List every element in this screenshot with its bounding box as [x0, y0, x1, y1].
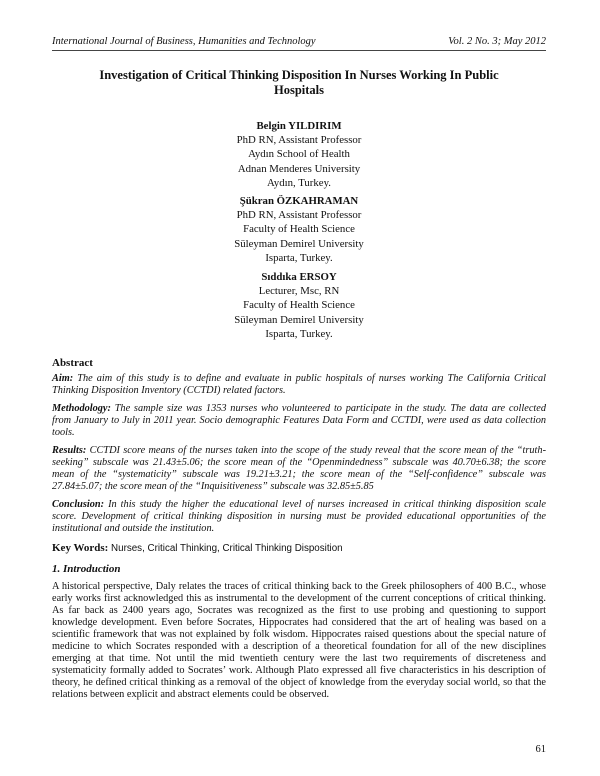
page-number: 61 [535, 744, 546, 755]
results-label: Results: [52, 445, 87, 456]
results-text: CCTDI score means of the nurses taken into the scope of the study reveal that the score mean of the “truth-seeking” subscale was 21.43±5.06; the score mean of the “Openmindedness” subscale was 40.70±6.38; the score mean of the “systematicity” subscale was 19.21±3.21; the score mean of the “Self-confidence” subscale was 27.84±5.07; the score mean of the “Inquisitiveness” subscale was 32.85±5.85 [52, 445, 546, 492]
title-line-1: Investigation of Critical Thinking Disposition In Nurses Working In Public [99, 68, 499, 82]
intro-paragraph: A historical perspective, Daly relates the traces of critical thinking back to the Greek philosophers of 400 B.C., whose early works first acknowledged this as instrumental to the development of the current conceptions of critical thinking. As far back as 2400 years ago, Socrates was recognized as the first to use probing and questioning to support knowledge development. Even before Socrates, Hippocrates had considered that the art of healing was based on a scientific framework that was not explained by folk wisdom. Hippocrates raised questions about the special nature of medicine to which Socrates responded with a description of a theoretical foundation for all of the new disciplines emerging at that time. Not until the mid twentieth century were the last two requirements of discreteness and systematicity formally added to Socrates’ work. Although Plato expressed all five characteristics in his description of theory, he defined critical thinking as a removal of the object of knowledge from the everyday social world, so that the relations between explicit and abstract elements could be observed. [52, 581, 546, 700]
author-line: Aydın, Turkey. [266, 176, 331, 189]
author-name: Belgin YILDIRIM [256, 120, 342, 132]
aim-label: Aim: [52, 373, 74, 384]
conclusion-label: Conclusion: [52, 499, 105, 510]
issue-info: Vol. 2 No. 3; May 2012 [448, 36, 546, 47]
author-block-3 [52, 270, 546, 341]
author-line: Aydın School of Health [248, 148, 350, 161]
author-name: Sıddıka ERSOY [261, 271, 337, 283]
methodology-label: Methodology: [52, 403, 111, 414]
author-line: Faculty of Health Science [243, 299, 355, 312]
abstract-heading: Abstract [52, 357, 93, 369]
author-line: PhD RN, Assistant Professor [236, 134, 362, 147]
keywords-text: Nurses, Critical Thinking, Critical Thinking Disposition [108, 543, 343, 554]
keywords [52, 542, 546, 555]
author-block-1 [52, 119, 546, 190]
author-line: Isparta, Turkey. [265, 251, 333, 264]
abstract-results [52, 445, 546, 493]
intro-heading: 1. Introduction [52, 563, 121, 575]
abstract-section [52, 357, 546, 701]
author-line: Faculty of Health Science [243, 223, 355, 236]
author-line: Adnan Menderes University [237, 162, 361, 175]
author-name: Şükran ÖZKAHRAMAN [239, 195, 359, 207]
title-line-2: Hospitals [273, 83, 324, 97]
abstract-aim [52, 373, 546, 397]
author-line: Süleyman Demirel University [234, 237, 364, 250]
author-line: Lecturer, Msc, RN [258, 285, 340, 298]
journal-name: International Journal of Business, Humanities and Technology [52, 36, 316, 47]
abstract-conclusion [52, 499, 546, 535]
conclusion-text: In this study the higher the educational level of nurses increased in critical thinking disposition scale score. Development of critical thinking disposition in nursing must be provided educational opportunities of the institutional and outside the institution. [52, 499, 546, 534]
author-line: Süleyman Demirel University [234, 313, 364, 326]
aim-text: The aim of this study is to define and evaluate in public hospitals of nurses working The California Critical Thinking Disposition Inventory (CCTDI) related factors. [52, 373, 546, 396]
abstract-methodology [52, 403, 546, 439]
author-line: PhD RN, Assistant Professor [236, 209, 362, 222]
paper-title [52, 68, 546, 98]
methodology-text: The sample size was 1353 nurses who volunteered to participate in the study. The data are collected from January to July in 2011 year. Socio demographic Features Data Form and CCTDI, were used as data collection tools. [52, 403, 546, 438]
author-block-2 [52, 194, 546, 265]
author-line: Isparta, Turkey. [265, 327, 333, 340]
running-header [52, 36, 546, 51]
keywords-label: Key Words: [52, 542, 109, 554]
